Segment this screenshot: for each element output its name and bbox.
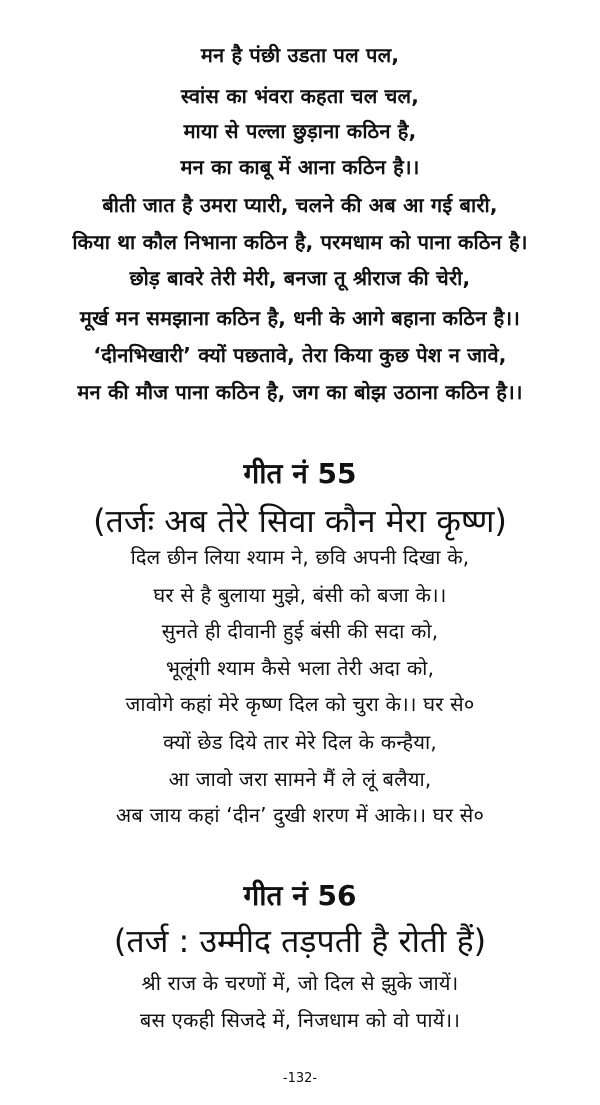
verse-line: अब जाय कहां ‘दीन’ दुखी शरण में आके।। घर से० [115, 803, 485, 827]
verse-line: भूलूंगी श्याम कैसे भला तेरी अदा को, [165, 656, 435, 680]
verse-line: स्वांस का भंवरा कहता चल चल, [180, 84, 420, 108]
verse-line: बीती जात है उमरा प्यारी, चलने की अब आ गई बारी, [102, 193, 498, 217]
verse-line: मन का काबू में आना कठिन है।। [180, 155, 420, 179]
verse-line: ‘दीनभिखारी’ क्यों पछतावे, तेरा किया कुछ पेश न जावे, [93, 343, 507, 367]
verse-line: छोड़ बावरे तेरी मेरी, बनजा तू श्रीराज की चेरी, [129, 266, 471, 290]
verse-line: सुनते ही दीवानी हुई बंसी की सदा को, [161, 619, 439, 643]
verse-line: माया से पल्ला छुड़ाना कठिन है, [183, 119, 417, 143]
verse-line: बस एकही सिजदे में, निजधाम को वो पायें।। [139, 1008, 461, 1032]
verse-line: किया था कौल निभाना कठिन है, परमधाम को पाना कठिन है। [72, 230, 528, 254]
song-title: गीत नं 55 [243, 457, 357, 490]
verse-line: क्यों छेड दिये तार मेरे दिल के कन्हैया, [163, 730, 437, 754]
verse-line: श्री राज के चरणों में, जो दिल से झुके जायें। [141, 971, 459, 995]
verse-line: घर से है बुलाया मुझे, बंसी को बजा के।। [153, 583, 447, 607]
verse-line: मन की मौज पाना कठिन है, जग का बोझ उठाना कठिन है।। [77, 380, 523, 404]
verse-line: मन है पंछी उडता पल पल, [200, 43, 400, 67]
song-tune: (तर्जः अब तेरे सिवा कौन मेरा कृष्ण) [93, 502, 507, 540]
verse-line: मूर्ख मन समझाना कठिन है, धनी के आगे बहाना कठिन है।। [79, 306, 521, 330]
verse-line: जावोगे कहां मेरे कृष्ण दिल को चुरा के।। घर से० [125, 692, 475, 716]
verse-line: आ जावो जरा सामने मैं ले लूं बलैया, [168, 767, 432, 791]
verse-line: दिल छीन लिया श्याम ने, छवि अपनी दिखा के, [130, 545, 470, 569]
song-tune: (तर्ज : उम्मीद तड़पती है रोती हैं) [113, 922, 487, 960]
page-number: -132- [282, 1071, 318, 1086]
song-title: गीत नं 56 [243, 879, 357, 912]
